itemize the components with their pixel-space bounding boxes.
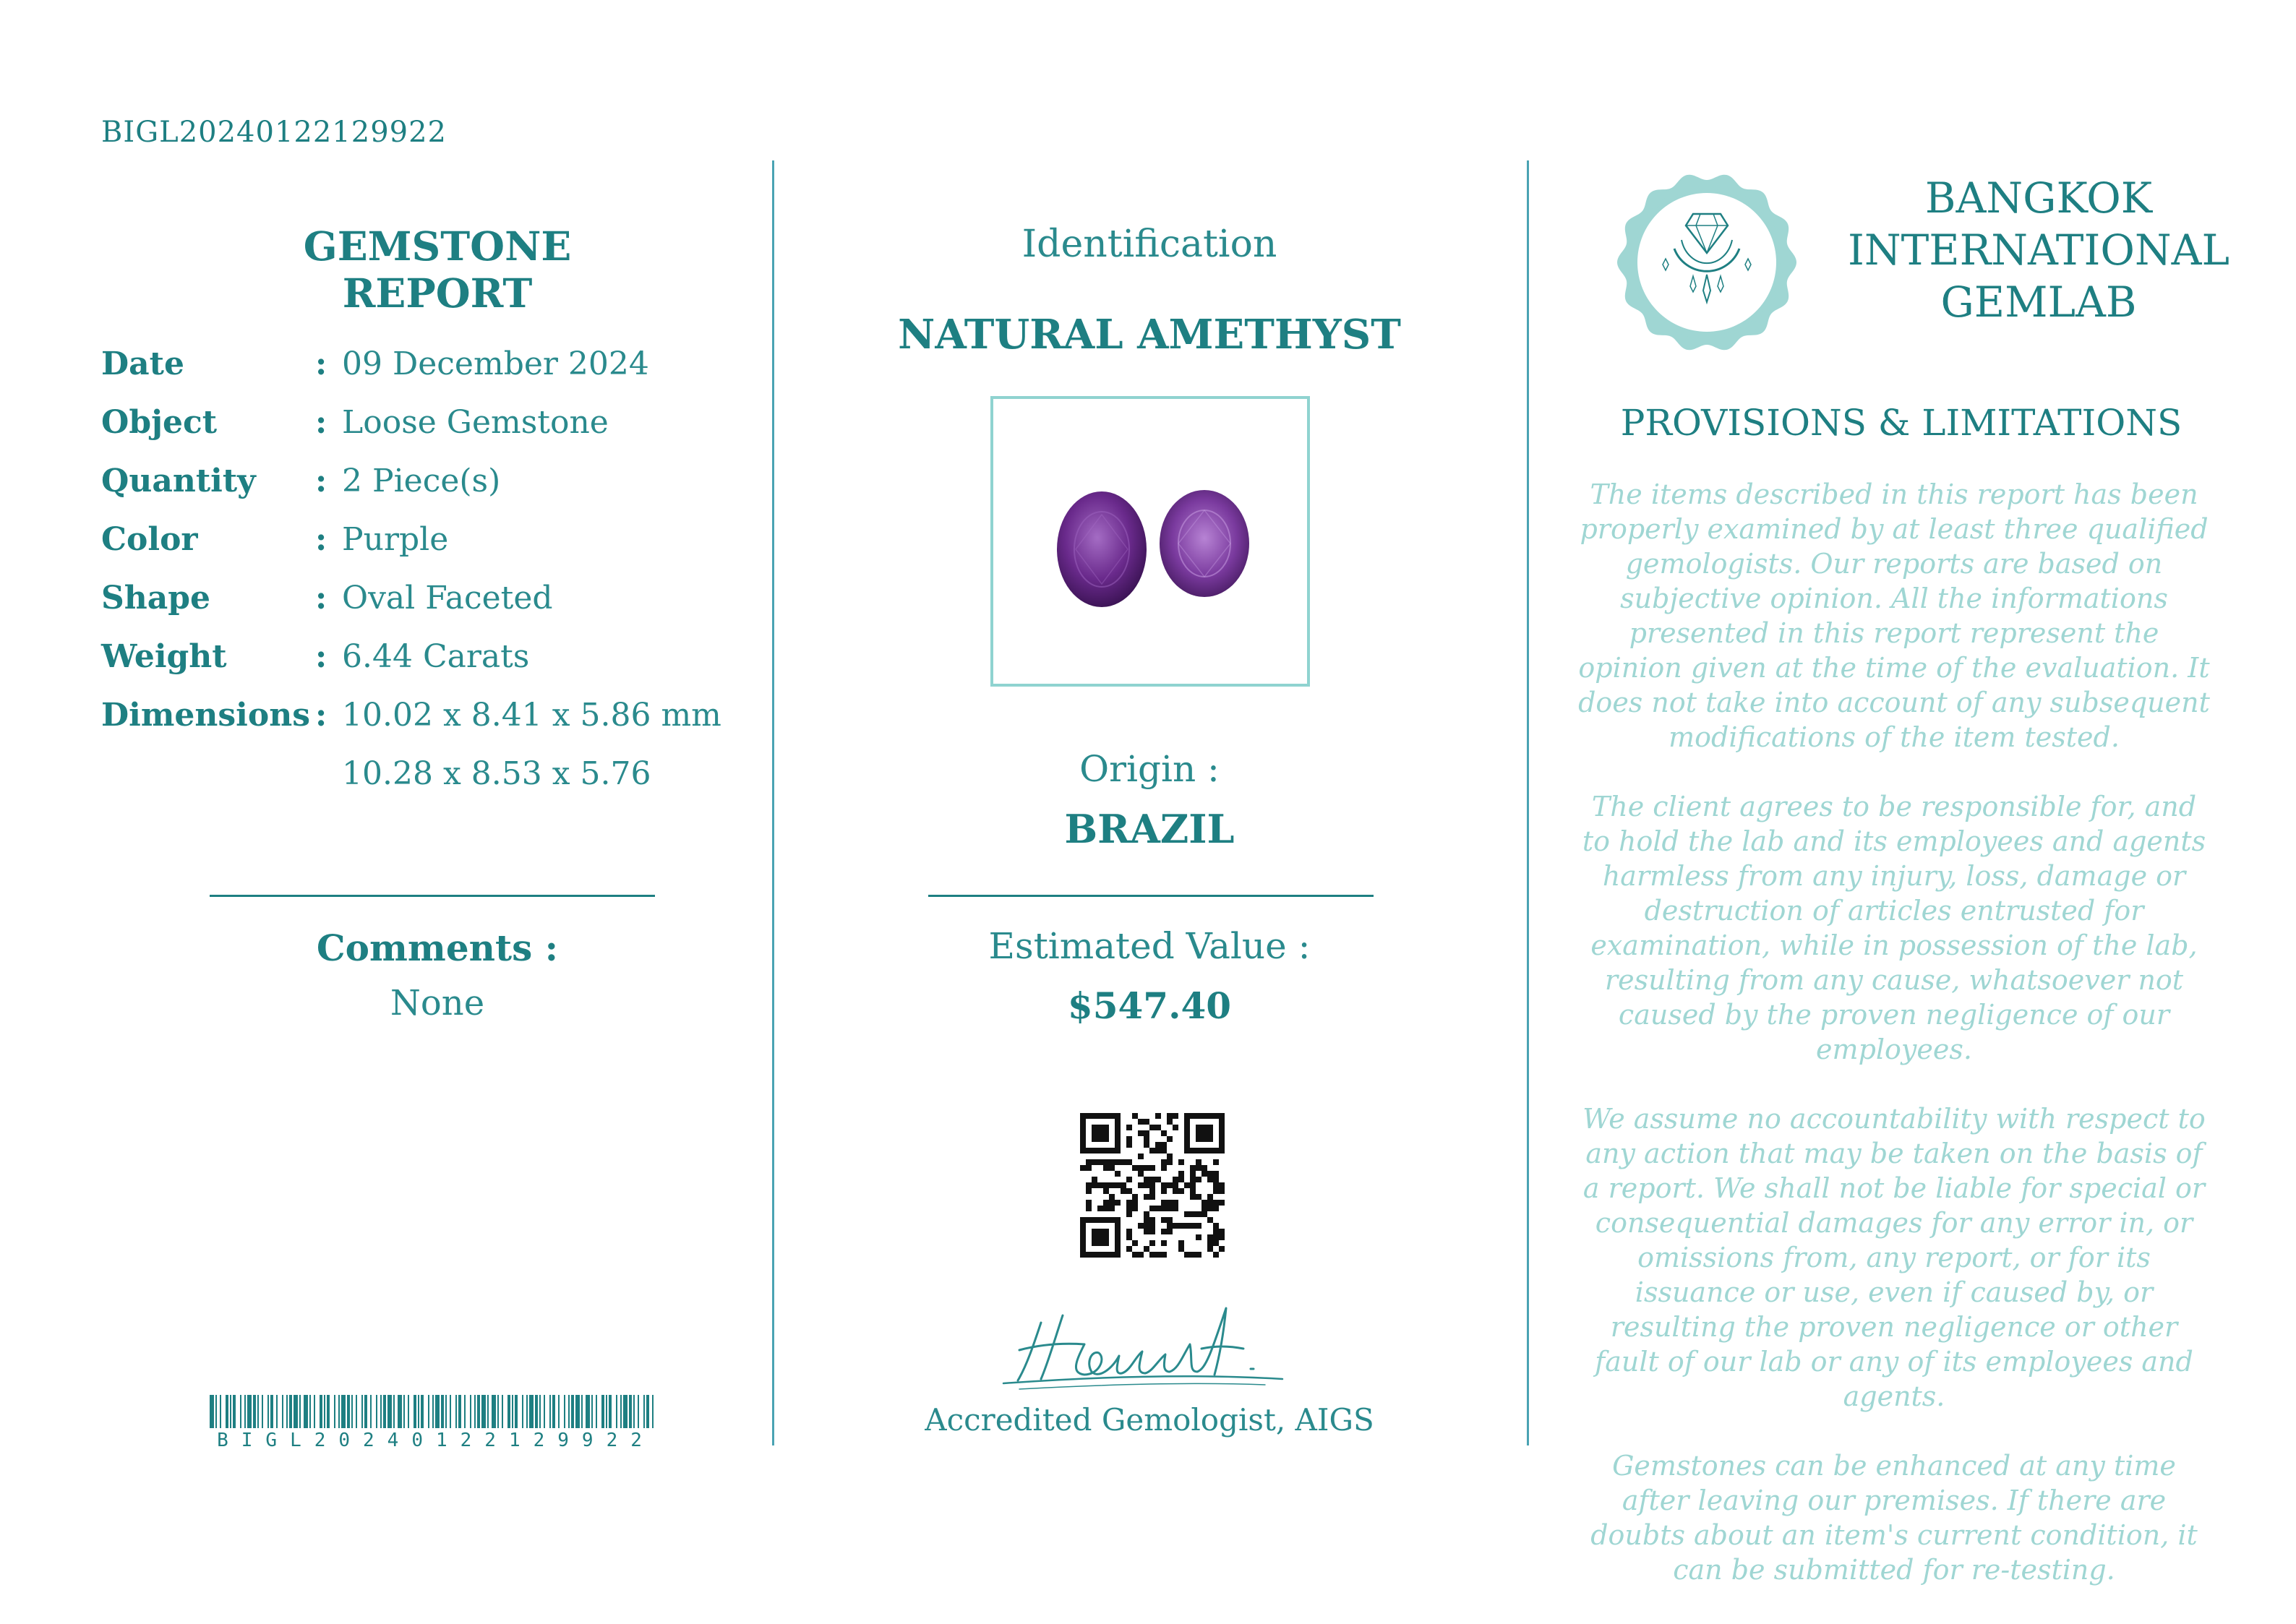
signature xyxy=(998,1294,1301,1395)
field-value-quantity: 2 Piece(s) xyxy=(342,463,501,499)
field-value-dimensions-line2: 10.28 x 8.53 x 5.76 xyxy=(342,755,651,792)
amethyst-stones-image xyxy=(993,399,1307,684)
lab-name-line-1: BANGKOK xyxy=(1924,173,2153,223)
estimated-value-amount: $547.40 xyxy=(1067,984,1232,1027)
field-label-color: Color xyxy=(101,521,198,558)
field-colon: : xyxy=(315,463,327,499)
gemstone-photo xyxy=(990,396,1310,687)
signature-label: Accredited Gemologist, AIGS xyxy=(925,1402,1374,1438)
field-value-object: Loose Gemstone xyxy=(342,404,609,441)
barcode-bar xyxy=(654,1395,658,1428)
seal-icon xyxy=(1612,168,1802,357)
field-label-quantity: Quantity xyxy=(101,463,256,499)
comments-title: Comments : xyxy=(316,927,559,969)
field-value-dimensions: 10.02 x 8.41 x 5.86 mm xyxy=(342,697,721,734)
field-colon: : xyxy=(315,697,327,734)
stone-2 xyxy=(1160,490,1249,597)
stone-1 xyxy=(1057,491,1147,607)
report-id: BIGL20240122129922 xyxy=(101,116,447,149)
origin-label: Origin : xyxy=(1079,748,1220,790)
field-value-weight: 6.44 Carats xyxy=(342,638,530,675)
barcode xyxy=(210,1395,662,1428)
provisions-text xyxy=(1576,477,2212,1622)
divider-left xyxy=(210,895,655,897)
barcode-text: BIGL20240122129922 xyxy=(217,1430,655,1451)
provisions-paragraph-2: The client agrees to be responsible for, and to hold the lab and its employees and agents harmless from any injury, loss, damage or destruction of articles entrusted for examination, while in possession of the lab, resulting from any cause, whatsoever not caused by the proven negligence of our employees. xyxy=(1582,791,2206,1065)
origin-value: BRAZIL xyxy=(1064,806,1235,852)
field-colon: : xyxy=(315,521,327,558)
field-label-weight: Weight xyxy=(101,638,227,675)
lab-name-line-3: GEMLAB xyxy=(1940,278,2137,327)
field-colon: : xyxy=(315,580,327,616)
signature-image xyxy=(998,1294,1301,1395)
lab-name xyxy=(1836,172,2241,328)
provisions-title: PROVISIONS & LIMITATIONS xyxy=(1620,402,2183,444)
field-colon: : xyxy=(315,345,327,382)
field-label-shape: Shape xyxy=(101,580,211,616)
column-divider-right xyxy=(1527,160,1529,1445)
provisions-paragraph-1: The items described in this report has been properly examined by at least three qualified gemologists. Our reports are based on subjective opinion. All the informations presented in this report represent the opinion given at the time of the evaluation. It does not take into account of any subsequent modifications of the item tested. xyxy=(1578,478,2210,753)
field-value-shape: Oval Faceted xyxy=(342,580,553,616)
lab-seal-logo xyxy=(1612,168,1802,357)
field-label-dimensions: Dimensions xyxy=(101,697,311,734)
provisions-paragraph-3: We assume no accountability with respect to any action that may be taken on the basis of a report. We shall not be liable for special or consequential damages for any error in, or omissions from, any report, or for its issuance or use, even if caused by, or resulting the proven negligence or other fault of our lab or any of its employees and agents. xyxy=(1582,1103,2206,1412)
lab-name-line-2: INTERNATIONAL xyxy=(1847,225,2230,275)
field-label-object: Object xyxy=(101,404,218,441)
provisions-paragraph-4: Gemstones can be enhanced at any time after leaving our premises. If there are doubts about an item's current condition, it can be submitted for re-testing. xyxy=(1590,1450,2198,1586)
field-label-date: Date xyxy=(101,345,184,382)
estimated-value-label: Estimated Value : xyxy=(988,925,1311,967)
field-value-color: Purple xyxy=(342,521,449,558)
column-divider-left xyxy=(772,160,774,1445)
divider-middle xyxy=(928,895,1374,897)
report-title: GEMSTONE REPORT xyxy=(303,223,572,317)
qr-code[interactable] xyxy=(1080,1113,1225,1258)
field-value-date: 09 December 2024 xyxy=(342,345,649,382)
field-colon: : xyxy=(315,638,327,675)
comments-value: None xyxy=(390,983,485,1023)
identification-label: Identification xyxy=(1021,223,1277,266)
qr-code-image xyxy=(1080,1113,1225,1258)
field-colon: : xyxy=(315,404,327,441)
identification-value: NATURAL AMETHYST xyxy=(898,311,1401,358)
